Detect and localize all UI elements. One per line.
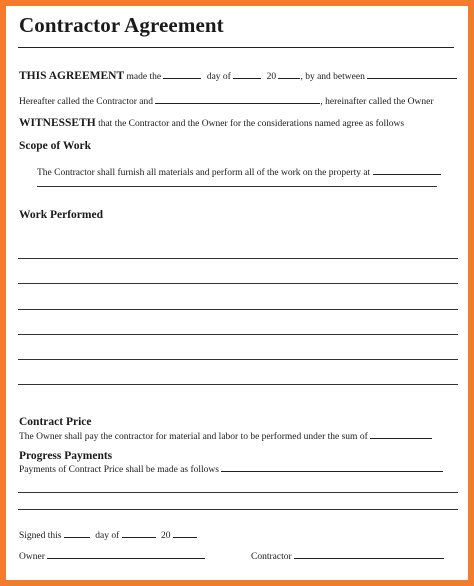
hereafter-left-text: Hereafter called the Contractor and — [19, 97, 153, 107]
signed-year-prefix-text: 20 — [161, 531, 171, 541]
owner-signature-blank[interactable] — [47, 549, 205, 559]
signed-date-blank[interactable] — [64, 528, 90, 538]
contractor-label: Contractor — [251, 552, 292, 562]
owner-label: Owner — [19, 552, 45, 562]
agreement-date-blank[interactable] — [163, 69, 201, 79]
signed-day-of-text: day of — [95, 531, 120, 541]
agreement-month-blank[interactable] — [233, 69, 261, 79]
document-title: Contractor Agreement — [19, 13, 224, 37]
work-performed-line-6[interactable] — [18, 384, 458, 385]
signed-line — [19, 528, 197, 542]
contract-price-text: The Owner shall pay the contractor for material and labor to be performed under the sum of — [19, 432, 368, 442]
agreement-lead: THIS AGREEMENT — [19, 70, 125, 82]
progress-payments-line — [19, 462, 443, 476]
property-address-blank[interactable] — [373, 165, 441, 175]
contract-price-heading: Contract Price — [19, 416, 92, 428]
witnesseth-text: that the Contractor and the Owner for the considerations named agree as follows — [98, 119, 405, 129]
payment-terms-line-3[interactable] — [18, 509, 458, 510]
agreement-year-blank[interactable] — [278, 69, 300, 79]
contractor-signature-line — [251, 549, 444, 563]
payment-terms-blank[interactable] — [221, 462, 443, 472]
work-performed-line-5[interactable] — [18, 359, 458, 360]
work-performed-line-3[interactable] — [18, 309, 458, 310]
scope-heading: Scope of Work — [19, 140, 91, 152]
scope-text: The Contractor shall furnish all materials and perform all of the work on the property at — [37, 168, 371, 178]
work-performed-line-1[interactable] — [18, 258, 458, 259]
hereafter-right-text: , hereinafter called the Owner — [320, 97, 434, 107]
hereafter-line — [19, 94, 434, 108]
contractor-signature-blank[interactable] — [294, 549, 444, 559]
signed-this-text: Signed this — [19, 531, 62, 541]
by-and-between-text: , by and between — [300, 72, 365, 82]
contract-sum-blank[interactable] — [370, 429, 432, 439]
work-performed-line-4[interactable] — [18, 334, 458, 335]
year-prefix-text: 20 — [266, 72, 277, 82]
day-of-text: day of — [206, 72, 231, 82]
payment-terms-line-2[interactable] — [18, 492, 458, 493]
scope-text-line — [37, 165, 441, 179]
work-performed-heading: Work Performed — [19, 209, 103, 221]
agreement-party-blank[interactable] — [367, 69, 457, 79]
title-underline — [18, 47, 454, 48]
agreement-line — [19, 69, 457, 83]
made-the-text: made the — [126, 72, 162, 82]
contractor-name-blank[interactable] — [155, 94, 320, 104]
work-performed-line-2[interactable] — [18, 283, 458, 284]
progress-payments-text: Payments of Contract Price shall be made as follows — [19, 465, 219, 475]
signed-month-blank[interactable] — [122, 528, 156, 538]
property-address-line-2[interactable] — [37, 186, 437, 187]
owner-signature-line — [19, 549, 205, 563]
contract-price-line — [19, 429, 432, 443]
witnesseth-lead: WITNESSETH — [19, 117, 96, 129]
signed-year-blank[interactable] — [173, 528, 197, 538]
progress-payments-heading: Progress Payments — [19, 450, 113, 462]
witnesseth-line — [19, 117, 404, 130]
